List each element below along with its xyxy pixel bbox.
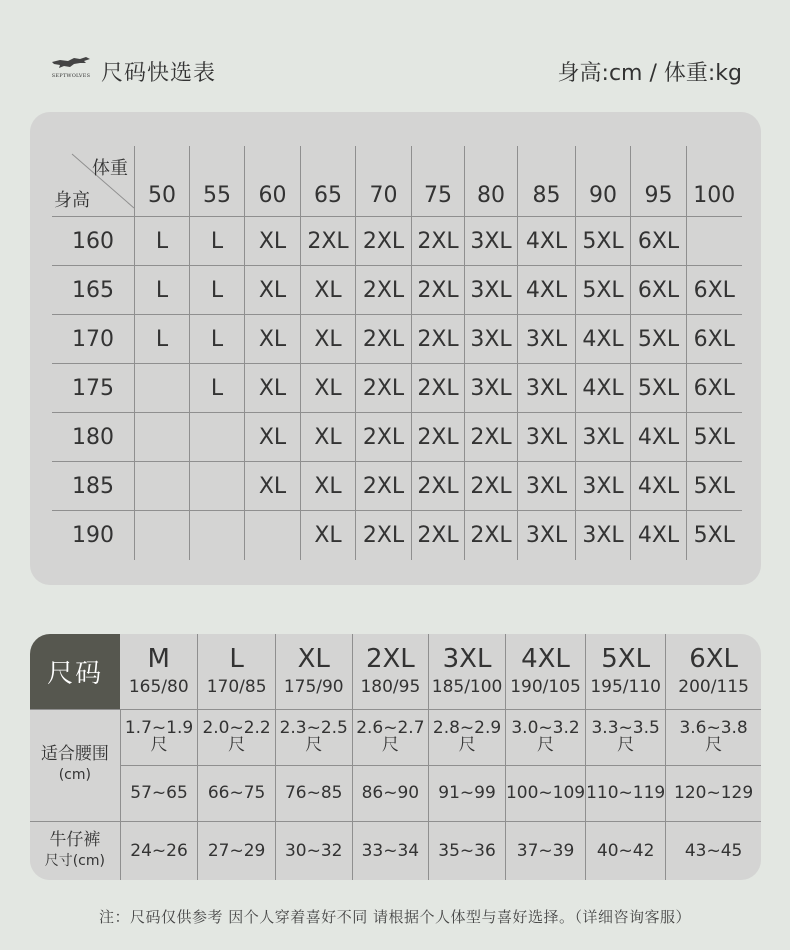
weight-header: 60 — [245, 146, 301, 217]
jeans-cell: 30~32 — [275, 821, 352, 880]
size-cell — [135, 511, 190, 560]
waist-shi-value: 2.8~2.9 — [432, 718, 502, 738]
weight-axis-label: 体重 — [92, 158, 128, 179]
waist-shi-value: 2.6~2.7 — [356, 718, 425, 738]
waist-shi-cell — [429, 709, 506, 765]
size-header-cell — [586, 634, 666, 709]
quick-size-table — [52, 146, 742, 560]
size-cell: 3XL — [518, 315, 576, 364]
size-name: M — [147, 644, 170, 675]
size-cell: XL — [301, 413, 356, 462]
shi-unit: 尺 — [458, 735, 476, 755]
waist-shi-cell — [198, 709, 276, 765]
size-cell: 3XL — [576, 462, 631, 511]
size-header-cell — [666, 634, 761, 709]
size-cell: 3XL — [518, 462, 576, 511]
size-cell: 5XL — [687, 413, 742, 462]
weight-header: 65 — [301, 146, 356, 217]
size-height-weight: 175/90 — [283, 677, 344, 698]
size-cell: 4XL — [576, 364, 631, 413]
size-cell: 3XL — [465, 266, 518, 315]
page-title: 尺码快选表 — [101, 61, 217, 86]
weight-header: 75 — [412, 146, 465, 217]
size-cell: L — [135, 266, 190, 315]
size-cell: L — [135, 217, 190, 266]
size-cell: 2XL — [356, 413, 412, 462]
size-cell: XL — [301, 462, 356, 511]
size-cell: 4XL — [518, 266, 576, 315]
waist-cm-cell: 86~90 — [352, 765, 429, 821]
waist-shi-value: 3.3~3.5 — [591, 718, 660, 738]
waist-shi-value: 2.0~2.2 — [202, 718, 271, 738]
height-row — [52, 364, 742, 413]
size-cell: 2XL — [412, 266, 465, 315]
brand-text: SEPTWOLVES — [51, 73, 91, 79]
size-cell: 3XL — [576, 511, 631, 560]
jeans-cell: 43~45 — [684, 840, 743, 861]
size-cell: XL — [245, 364, 301, 413]
size-name: L — [229, 644, 244, 675]
waist-cm-cell: 110~119 — [586, 765, 666, 821]
size-cell: 2XL — [412, 413, 465, 462]
waist-cm-cell: 66~75 — [198, 765, 276, 821]
size-cell: XL — [245, 315, 301, 364]
jeans-cell: 24~26 — [120, 821, 198, 880]
size-cell: 2XL — [356, 217, 412, 266]
height-label: 165 — [52, 266, 135, 315]
waist-shi-cell — [505, 709, 585, 765]
height-row — [52, 217, 742, 266]
waist-shi-value: 3.6~3.8 — [679, 718, 748, 738]
height-label: 190 — [52, 511, 135, 560]
size-name: 6XL — [689, 644, 739, 675]
shi-unit: 尺 — [617, 735, 635, 755]
jeans-cell: 27~29 — [198, 821, 276, 880]
waist-unit: (cm) — [58, 767, 91, 783]
size-cell — [245, 511, 301, 560]
size-cell: 2XL — [465, 511, 518, 560]
jeans-unit: 尺寸(cm) — [44, 852, 105, 869]
size-cell: 2XL — [465, 462, 518, 511]
waist-shi-cell — [352, 709, 429, 765]
size-cell: 2XL — [412, 315, 465, 364]
height-row — [52, 413, 742, 462]
size-cell: 5XL — [693, 522, 735, 548]
size-cell: 2XL — [412, 511, 465, 560]
weight-header: 70 — [356, 146, 412, 217]
size-header-cell — [275, 634, 352, 709]
size-name: 5XL — [601, 644, 651, 675]
header — [0, 0, 790, 112]
size-cell: 2XL — [356, 315, 412, 364]
size-cell: XL — [301, 511, 356, 560]
waist-shi-cell — [586, 709, 666, 765]
size-cell: 2XL — [356, 266, 412, 315]
size-cell — [190, 413, 245, 462]
waist-cm-row — [30, 765, 761, 821]
size-cell: XL — [301, 364, 356, 413]
size-cell: L — [190, 364, 245, 413]
size-cell: XL — [301, 266, 356, 315]
size-cell — [135, 364, 190, 413]
jeans-label: 牛仔裤 — [49, 829, 101, 850]
waist-shi-cell — [120, 709, 198, 765]
waist-label-cell — [30, 709, 120, 821]
size-cell: XL — [245, 462, 301, 511]
size-cell: 6XL — [631, 217, 687, 266]
size-cell — [687, 217, 742, 266]
size-name: 3XL — [442, 644, 492, 675]
size-spec-table — [30, 634, 761, 880]
size-header-cell — [429, 634, 506, 709]
size-cell: XL — [301, 315, 356, 364]
corner-cell — [52, 146, 135, 217]
size-cell: L — [135, 315, 190, 364]
waist-shi-cell — [275, 709, 352, 765]
waist-cm-cell: 76~85 — [275, 765, 352, 821]
size-header-cell — [120, 634, 198, 709]
size-cell: 6XL — [631, 266, 687, 315]
size-cell — [190, 511, 245, 560]
waist-cm-cell: 100~109 — [505, 765, 585, 821]
waist-shi-value: 3.0~3.2 — [511, 718, 580, 738]
size-cell: 5XL — [631, 364, 687, 413]
size-header-cell — [352, 634, 429, 709]
waist-shi-value: 2.3~2.5 — [279, 718, 348, 738]
weight-header: 85 — [518, 146, 576, 217]
height-label: 175 — [52, 364, 135, 413]
jeans-cell: 37~39 — [505, 821, 585, 880]
size-table-card — [30, 634, 761, 880]
size-cell — [135, 413, 190, 462]
size-cell: 6XL — [687, 364, 742, 413]
units-label: 身高:cm / 体重:kg — [557, 61, 742, 86]
shi-unit: 尺 — [150, 735, 168, 755]
size-cell: 4XL — [576, 315, 631, 364]
weight-header: 100 — [687, 146, 742, 217]
size-cell: 3XL — [576, 413, 631, 462]
size-height-weight: 180/95 — [360, 677, 421, 698]
size-name: 2XL — [365, 644, 415, 675]
size-header-cell — [505, 634, 585, 709]
size-name: 4XL — [521, 644, 570, 675]
height-label: 185 — [52, 462, 135, 511]
size-height-weight: 170/85 — [206, 677, 267, 698]
weight-header: 55 — [190, 146, 245, 217]
size-header-cell — [198, 634, 276, 709]
size-cell — [135, 462, 190, 511]
jeans-cell: 35~36 — [429, 821, 506, 880]
size-cell: 3XL — [518, 364, 576, 413]
size-cell: 5XL — [576, 266, 631, 315]
weight-header: 90 — [576, 146, 631, 217]
waist-label: 适合腰围 — [40, 744, 109, 764]
shi-unit: 尺 — [305, 735, 323, 755]
waist-shi-cell — [666, 709, 761, 765]
size-cell: 3XL — [465, 364, 518, 413]
size-height-weight: 195/110 — [590, 677, 661, 698]
shi-unit: 尺 — [228, 735, 246, 755]
size-cell: 2XL — [356, 364, 412, 413]
jeans-cell: 33~34 — [352, 821, 429, 880]
size-cell: 4XL — [631, 511, 687, 560]
size-height-weight: 185/100 — [431, 677, 503, 698]
weight-header: 50 — [135, 146, 190, 217]
size-cell: 6XL — [687, 266, 742, 315]
height-axis-label: 身高 — [54, 190, 90, 211]
jeans-cell: 40~42 — [586, 821, 666, 880]
footnote: 注：尺码仅供参考 因个人穿着喜好不同 请根据个人体型与喜好选择。（详细咨询客服） — [98, 908, 692, 926]
height-row — [52, 266, 742, 315]
height-label: 170 — [52, 315, 135, 364]
jeans-row — [30, 821, 761, 880]
waist-cm-cell: 91~99 — [429, 765, 506, 821]
weight-header: 80 — [465, 146, 518, 217]
size-cell: 4XL — [631, 462, 687, 511]
size-cell: 4XL — [518, 217, 576, 266]
size-cell: XL — [245, 266, 301, 315]
size-cell: 2XL — [412, 364, 465, 413]
waist-cm-cell: 57~65 — [120, 765, 198, 821]
size-height-weight: 200/115 — [678, 677, 749, 698]
size-cell: XL — [245, 413, 301, 462]
size-cell: 2XL — [412, 462, 465, 511]
size-height-weight: 165/80 — [128, 677, 189, 698]
size-header-row — [30, 634, 761, 709]
size-cell: 5XL — [687, 462, 742, 511]
size-cell: 2XL — [301, 217, 356, 266]
size-cell: L — [190, 217, 245, 266]
size-cell: 3XL — [465, 217, 518, 266]
size-cell: 3XL — [518, 413, 576, 462]
waist-shi-row — [30, 709, 761, 765]
height-row — [52, 315, 742, 364]
waist-cm-cell: 120~129 — [666, 765, 761, 821]
size-name: XL — [297, 644, 330, 675]
weight-header-row — [52, 146, 742, 217]
waist-shi-value: 1.7~1.9 — [124, 718, 194, 738]
size-cell: 5XL — [576, 217, 631, 266]
size-cell: 2XL — [465, 413, 518, 462]
size-cell: XL — [245, 217, 301, 266]
size-cell: 2XL — [356, 462, 412, 511]
size-cell: 3XL — [465, 315, 518, 364]
size-cell: L — [190, 315, 245, 364]
size-cell — [190, 462, 245, 511]
shi-unit: 尺 — [537, 735, 554, 755]
size-height-weight: 190/105 — [510, 677, 581, 698]
size-cell: L — [190, 266, 245, 315]
size-corner-cell: 尺码 — [30, 634, 120, 709]
height-row — [52, 462, 742, 511]
height-label: 180 — [52, 413, 135, 462]
shi-unit: 尺 — [381, 735, 399, 755]
weight-header: 95 — [631, 146, 687, 217]
size-cell: 4XL — [631, 413, 687, 462]
size-cell: 3XL — [518, 511, 576, 560]
size-cell: 6XL — [687, 315, 742, 364]
jeans-label-cell — [30, 821, 120, 880]
height-row — [52, 511, 742, 560]
size-cell: 2XL — [356, 511, 412, 560]
size-cell: 2XL — [412, 217, 465, 266]
size-cell: 5XL — [631, 315, 687, 364]
shi-unit: 尺 — [705, 735, 723, 755]
height-label: 160 — [52, 217, 135, 266]
